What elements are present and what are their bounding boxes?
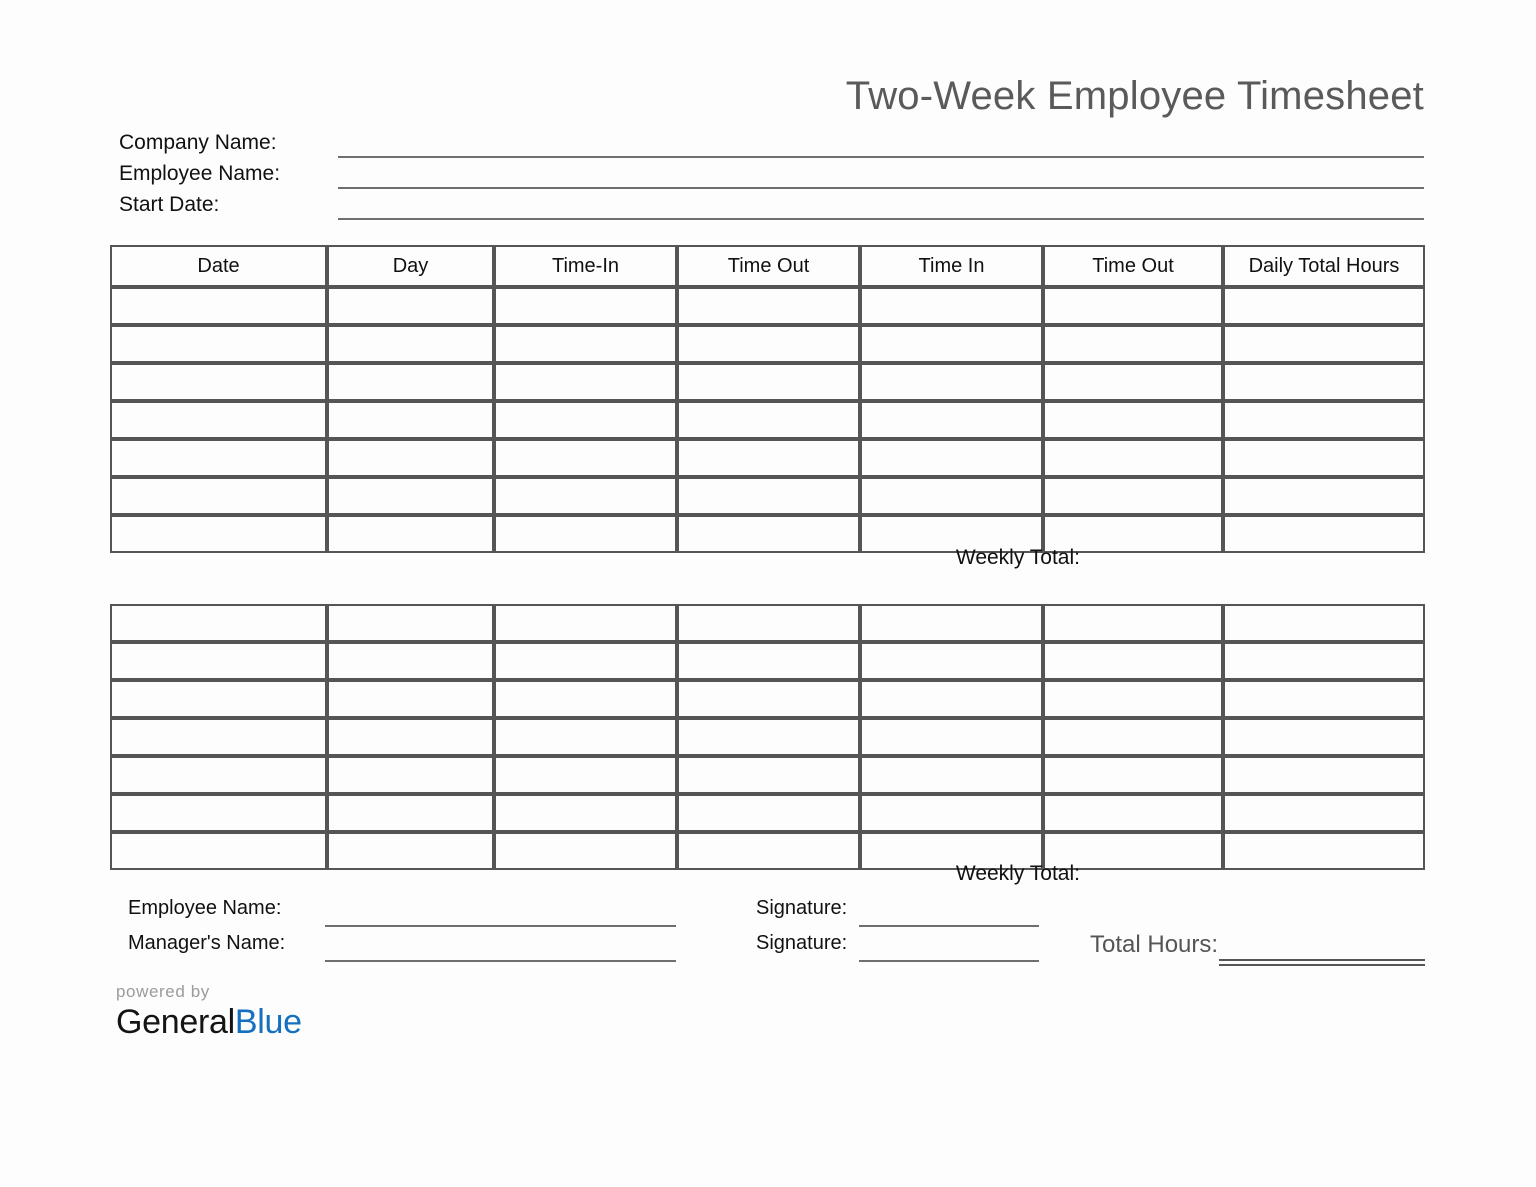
table-cell[interactable] bbox=[677, 718, 860, 756]
column-header-time-out-1: Time Out bbox=[677, 245, 860, 287]
table-cell[interactable] bbox=[494, 325, 677, 363]
table-cell[interactable] bbox=[327, 477, 494, 515]
table-cell[interactable] bbox=[860, 401, 1043, 439]
table-cell[interactable] bbox=[1043, 794, 1223, 832]
employee-name-label: Employee Name: bbox=[119, 162, 281, 185]
table-cell[interactable] bbox=[677, 439, 860, 477]
table-cell[interactable] bbox=[1223, 515, 1425, 553]
start-date-field-row bbox=[119, 192, 1429, 223]
weekly-total-label-week-2: Weekly Total: bbox=[955, 862, 1080, 885]
table-cell[interactable] bbox=[860, 642, 1043, 680]
table-cell[interactable] bbox=[1223, 363, 1425, 401]
timesheet-table-week-1 bbox=[110, 245, 1425, 553]
table-row bbox=[110, 680, 1425, 718]
table-cell[interactable] bbox=[494, 401, 677, 439]
table-cell[interactable] bbox=[110, 325, 327, 363]
table-cell[interactable] bbox=[327, 287, 494, 325]
column-header-time-in-1: Time-In bbox=[494, 245, 677, 287]
table-cell[interactable] bbox=[494, 756, 677, 794]
footer-employee-signature-label: Signature: bbox=[756, 897, 848, 919]
table-cell[interactable] bbox=[1223, 287, 1425, 325]
table-cell[interactable] bbox=[494, 642, 677, 680]
table-cell[interactable] bbox=[110, 439, 327, 477]
table-cell[interactable] bbox=[677, 794, 860, 832]
table-row bbox=[110, 325, 1425, 363]
employee-name-input[interactable] bbox=[338, 187, 1424, 189]
column-header-day: Day bbox=[327, 245, 494, 287]
table-cell[interactable] bbox=[494, 604, 677, 642]
employee-name-field-row bbox=[119, 161, 1429, 192]
start-date-input[interactable] bbox=[338, 218, 1424, 220]
logo-general-text: General bbox=[116, 1003, 235, 1041]
footer-manager-name-input[interactable] bbox=[325, 960, 676, 962]
table-cell[interactable] bbox=[327, 363, 494, 401]
logo-wordmark bbox=[116, 1002, 302, 1042]
table-cell[interactable] bbox=[110, 477, 327, 515]
table-cell[interactable] bbox=[110, 642, 327, 680]
table-row bbox=[110, 287, 1425, 325]
table-row bbox=[110, 477, 1425, 515]
table-cell[interactable] bbox=[110, 756, 327, 794]
table-row bbox=[110, 832, 1425, 870]
table-cell[interactable] bbox=[860, 477, 1043, 515]
weekly-total-label-week-1: Weekly Total: bbox=[955, 546, 1080, 569]
timesheet-table-week-2 bbox=[110, 604, 1425, 870]
table-cell[interactable] bbox=[110, 794, 327, 832]
table-cell[interactable] bbox=[1043, 401, 1223, 439]
column-header-date: Date bbox=[110, 245, 327, 287]
table-cell[interactable] bbox=[1223, 756, 1425, 794]
table-row bbox=[110, 401, 1425, 439]
table-cell[interactable] bbox=[110, 718, 327, 756]
table-cell[interactable] bbox=[327, 680, 494, 718]
table-cell[interactable] bbox=[860, 756, 1043, 794]
table-cell[interactable] bbox=[677, 642, 860, 680]
table-cell[interactable] bbox=[677, 756, 860, 794]
table-cell[interactable] bbox=[1223, 325, 1425, 363]
table-row bbox=[110, 642, 1425, 680]
table-row bbox=[110, 363, 1425, 401]
table-cell[interactable] bbox=[1223, 439, 1425, 477]
table-cell[interactable] bbox=[1043, 325, 1223, 363]
table-cell[interactable] bbox=[1043, 718, 1223, 756]
table-cell[interactable] bbox=[1223, 477, 1425, 515]
table-cell[interactable] bbox=[1043, 363, 1223, 401]
table-cell[interactable] bbox=[1043, 642, 1223, 680]
company-name-input[interactable] bbox=[338, 156, 1424, 158]
table-row bbox=[110, 794, 1425, 832]
footer-total-hours-input[interactable] bbox=[1219, 959, 1425, 966]
company-name-field-row bbox=[119, 130, 1429, 161]
table-cell[interactable] bbox=[677, 832, 860, 870]
table-cell[interactable] bbox=[494, 680, 677, 718]
table-cell[interactable] bbox=[677, 325, 860, 363]
table-cell[interactable] bbox=[327, 325, 494, 363]
table-header-row bbox=[110, 245, 1425, 287]
table-cell[interactable] bbox=[327, 515, 494, 553]
start-date-label: Start Date: bbox=[119, 193, 220, 216]
table-cell[interactable] bbox=[327, 794, 494, 832]
table-cell[interactable] bbox=[677, 477, 860, 515]
table-cell[interactable] bbox=[1043, 287, 1223, 325]
column-header-time-out-2: Time Out bbox=[1043, 245, 1223, 287]
column-header-daily-total-hours: Daily Total Hours bbox=[1223, 245, 1425, 287]
footer-employee-name-label: Employee Name: bbox=[128, 897, 282, 919]
table-cell[interactable] bbox=[494, 515, 677, 553]
table-cell[interactable] bbox=[677, 401, 860, 439]
table-cell[interactable] bbox=[494, 832, 677, 870]
table-cell[interactable] bbox=[1223, 680, 1425, 718]
table-cell[interactable] bbox=[1043, 756, 1223, 794]
table-cell[interactable] bbox=[327, 832, 494, 870]
table-cell[interactable] bbox=[110, 604, 327, 642]
table-row bbox=[110, 515, 1425, 553]
general-blue-logo bbox=[116, 982, 302, 1042]
footer-employee-signature-input[interactable] bbox=[859, 925, 1039, 927]
table-cell[interactable] bbox=[1223, 718, 1425, 756]
table-cell[interactable] bbox=[110, 287, 327, 325]
table-cell[interactable] bbox=[860, 794, 1043, 832]
table-cell[interactable] bbox=[110, 401, 327, 439]
table-cell[interactable] bbox=[327, 439, 494, 477]
table-cell[interactable] bbox=[860, 287, 1043, 325]
footer-employee-name-input[interactable] bbox=[325, 925, 676, 927]
table-cell[interactable] bbox=[494, 363, 677, 401]
table-cell[interactable] bbox=[860, 363, 1043, 401]
table-cell[interactable] bbox=[327, 718, 494, 756]
table-body-week-2 bbox=[110, 604, 1425, 870]
table-cell[interactable] bbox=[327, 642, 494, 680]
table-cell[interactable] bbox=[677, 287, 860, 325]
table-cell[interactable] bbox=[110, 363, 327, 401]
table-cell[interactable] bbox=[1043, 604, 1223, 642]
table-row bbox=[110, 604, 1425, 642]
table-cell[interactable] bbox=[1043, 439, 1223, 477]
table-row bbox=[110, 439, 1425, 477]
company-name-label: Company Name: bbox=[119, 131, 277, 154]
table-cell[interactable] bbox=[110, 832, 327, 870]
table-cell[interactable] bbox=[1043, 477, 1223, 515]
powered-by-label: powered by bbox=[116, 982, 210, 1001]
table-cell[interactable] bbox=[1223, 401, 1425, 439]
table-cell[interactable] bbox=[494, 794, 677, 832]
table-cell[interactable] bbox=[860, 439, 1043, 477]
table-cell[interactable] bbox=[327, 604, 494, 642]
table-cell[interactable] bbox=[677, 604, 860, 642]
table-cell[interactable] bbox=[110, 680, 327, 718]
table-cell[interactable] bbox=[677, 515, 860, 553]
table-row bbox=[110, 718, 1425, 756]
table-cell[interactable] bbox=[677, 363, 860, 401]
table-cell[interactable] bbox=[327, 756, 494, 794]
table-cell[interactable] bbox=[860, 325, 1043, 363]
table-cell[interactable] bbox=[1223, 604, 1425, 642]
table-cell[interactable] bbox=[1223, 642, 1425, 680]
table-cell[interactable] bbox=[677, 680, 860, 718]
footer-manager-signature-label: Signature: bbox=[756, 932, 848, 954]
table-cell[interactable] bbox=[494, 287, 677, 325]
table-cell[interactable] bbox=[860, 718, 1043, 756]
table-cell[interactable] bbox=[1223, 794, 1425, 832]
table-cell[interactable] bbox=[494, 477, 677, 515]
table-cell[interactable] bbox=[494, 718, 677, 756]
table-body-week-1 bbox=[110, 287, 1425, 553]
footer-manager-signature-input[interactable] bbox=[859, 960, 1039, 962]
table-cell[interactable] bbox=[1223, 832, 1425, 870]
column-header-time-in-2: Time In bbox=[860, 245, 1043, 287]
table-cell[interactable] bbox=[327, 401, 494, 439]
footer-manager-name-label: Manager's Name: bbox=[128, 932, 286, 954]
table-cell[interactable] bbox=[860, 680, 1043, 718]
header-fields bbox=[119, 130, 1429, 223]
table-row bbox=[110, 756, 1425, 794]
table-cell[interactable] bbox=[494, 439, 677, 477]
table-cell[interactable] bbox=[860, 604, 1043, 642]
table-cell[interactable] bbox=[1043, 680, 1223, 718]
page-title: Two-Week Employee Timesheet bbox=[845, 74, 1424, 118]
footer-total-hours-label: Total Hours: bbox=[1090, 931, 1219, 958]
table-cell[interactable] bbox=[110, 515, 327, 553]
logo-blue-text: Blue bbox=[234, 1003, 302, 1041]
